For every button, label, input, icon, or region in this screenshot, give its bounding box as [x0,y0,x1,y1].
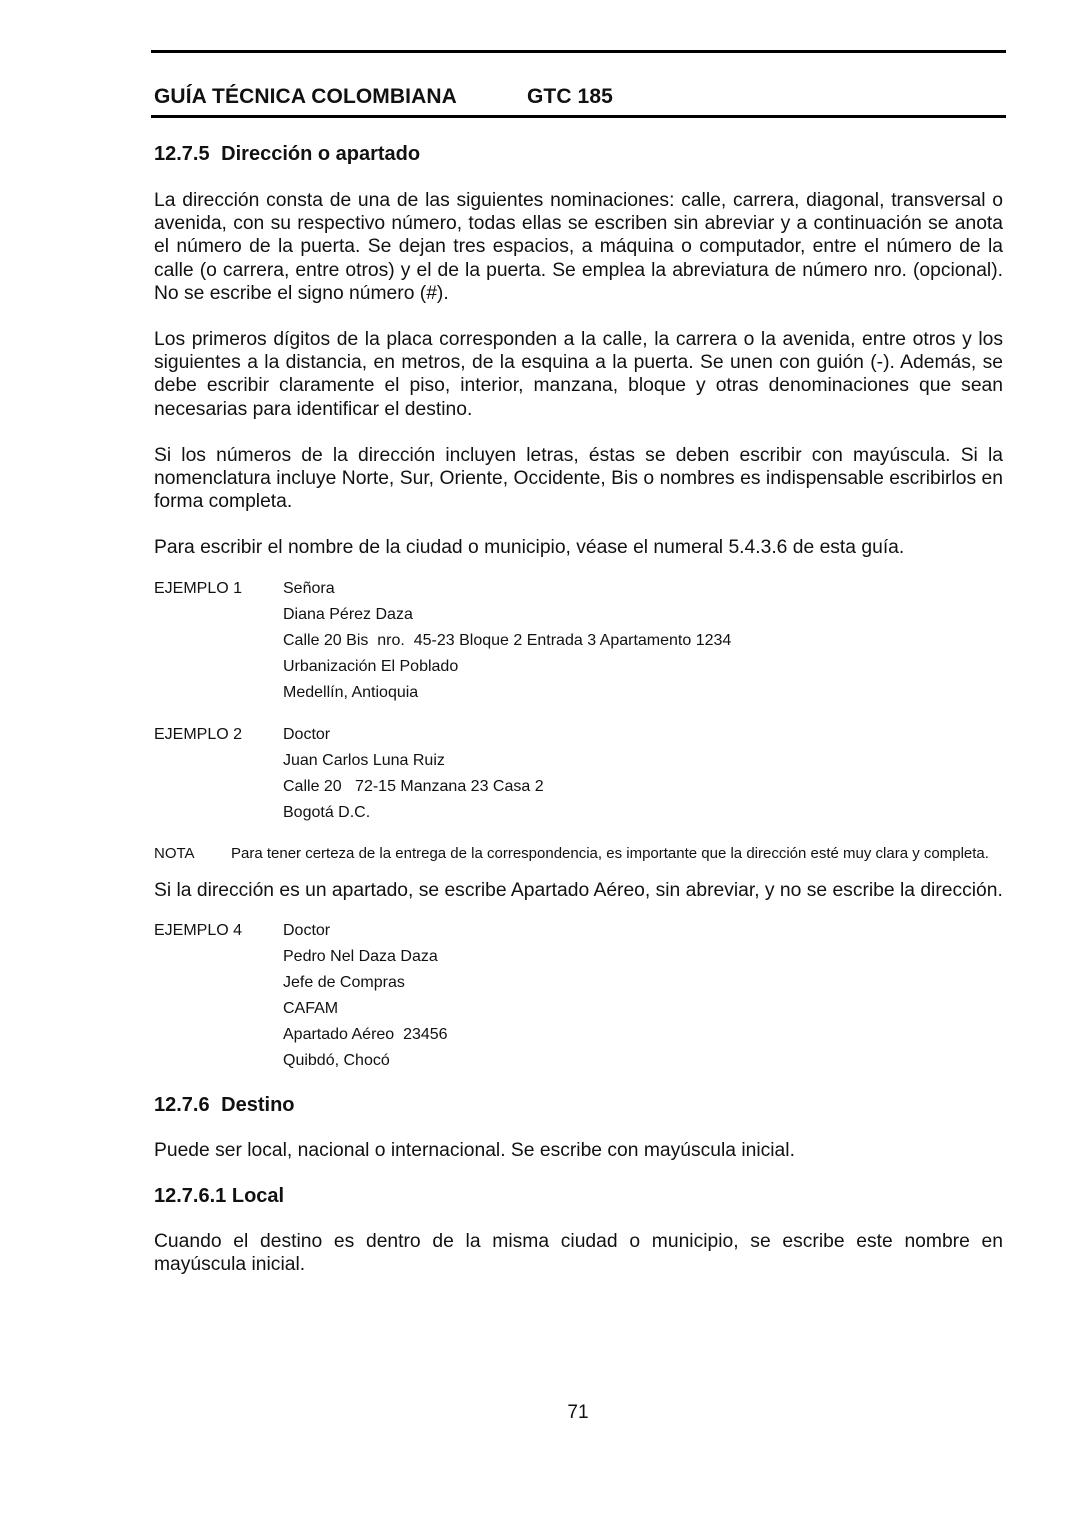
paragraph: Si los números de la dirección incluyen letras, éstas se deben escribir con mayúscula. Si la nomenclatura incluye Norte, Sur, Oriente, Occidente, Bis o nombres es indispensable escribirlos en forma completa. [154,444,1003,513]
address-line: Quibdó, Chocó [283,1051,390,1069]
address-line: Medellín, Antioquia [283,683,419,701]
page-number: 71 [567,1402,589,1423]
address-line: Pedro Nel Daza Daza [283,947,438,965]
paragraph: Para escribir el nombre de la ciudad o municipio, véase el numeral 5.4.3.6 de esta guía. [154,537,905,559]
section-number: 12.7.5 [154,143,210,165]
paragraph: Si la dirección es un apartado, se escribe Apartado Aéreo, sin abreviar, y no se escribe la dirección. [154,879,1003,901]
example-label: EJEMPLO 1 [154,579,243,597]
example-label: EJEMPLO 2 [154,725,243,743]
address-line: Calle 20 72-15 Manzana 23 Casa 2 [283,777,544,795]
paragraph: Puede ser local, nacional o internacional. Se escribe con mayúscula inicial. [154,1139,795,1161]
note [154,844,1003,863]
section-heading-12-7-6 [154,1093,1003,1117]
page-content [154,142,1003,1276]
example-2 [154,722,1003,826]
section-title: Dirección o apartado [221,143,421,165]
header-bottom-rule [151,115,1006,118]
address-line: Bogotá D.C. [283,803,371,821]
document-title: GUÍA TÉCNICA COLOMBIANA [154,85,457,108]
paragraph: Cuando el destino es dentro de la misma ciudad o municipio, se escribe este nombre en mayúscula inicial. [154,1231,1003,1276]
header-top-rule [151,50,1006,53]
note-label: NOTA [154,844,195,862]
address-line: Doctor [283,725,331,743]
paragraph: La dirección consta de una de las siguientes nominaciones: calle, carrera, diagonal, transversal o avenida, con su respectivo número, todas ellas se escriben sin abreviar y a continuación se anota el número de la puerta. Se dejan tres espacios, a máquina o computador, entre el número de la calle (o carrera, entre otros) y el de la puerta. Se emplea la abreviatura de número nro. (opcional). No se escribe el signo número (#). [154,190,1003,304]
address-line: Doctor [283,921,331,939]
document-code: GTC 185 [527,85,613,108]
address-line: Urbanización El Poblado [283,657,459,675]
example-4 [154,918,1003,1074]
paragraph: Los primeros dígitos de la placa corresponden a la calle, la carrera o la avenida, entre otros y los siguientes a la distancia, en metros, de la esquina a la puerta. Se unen con guión (-). Además, se debe escribir claramente el piso, interior, manzana, bloque y otras denominaciones que sean necesarias para identificar el destino. [154,329,1003,420]
example-label: EJEMPLO 4 [154,921,243,939]
address-line: Calle 20 Bis nro. 45-23 Bloque 2 Entrada 3 Apartamento 1234 [283,631,732,649]
address-line: Diana Pérez Daza [283,605,413,623]
address-line: Señora [283,579,335,597]
example-1 [154,576,1003,706]
note-text: Para tener certeza de la entrega de la correspondencia, es importante que la dirección esté muy clara y completa. [231,844,989,862]
section-heading-12-7-6-1 [154,1184,1003,1208]
section-heading-12-7-5 [154,142,1003,166]
section-title: Destino [221,1093,295,1116]
section-number: 12.7.6 [154,1093,210,1116]
address-line: Juan Carlos Luna Ruiz [283,751,445,769]
section-number: 12.7.6.1 [154,1185,227,1208]
address-line: Jefe de Compras [283,973,405,991]
address-line: CAFAM [283,999,339,1017]
section-title: Local [231,1185,285,1208]
address-line: Apartado Aéreo 23456 [283,1025,448,1043]
